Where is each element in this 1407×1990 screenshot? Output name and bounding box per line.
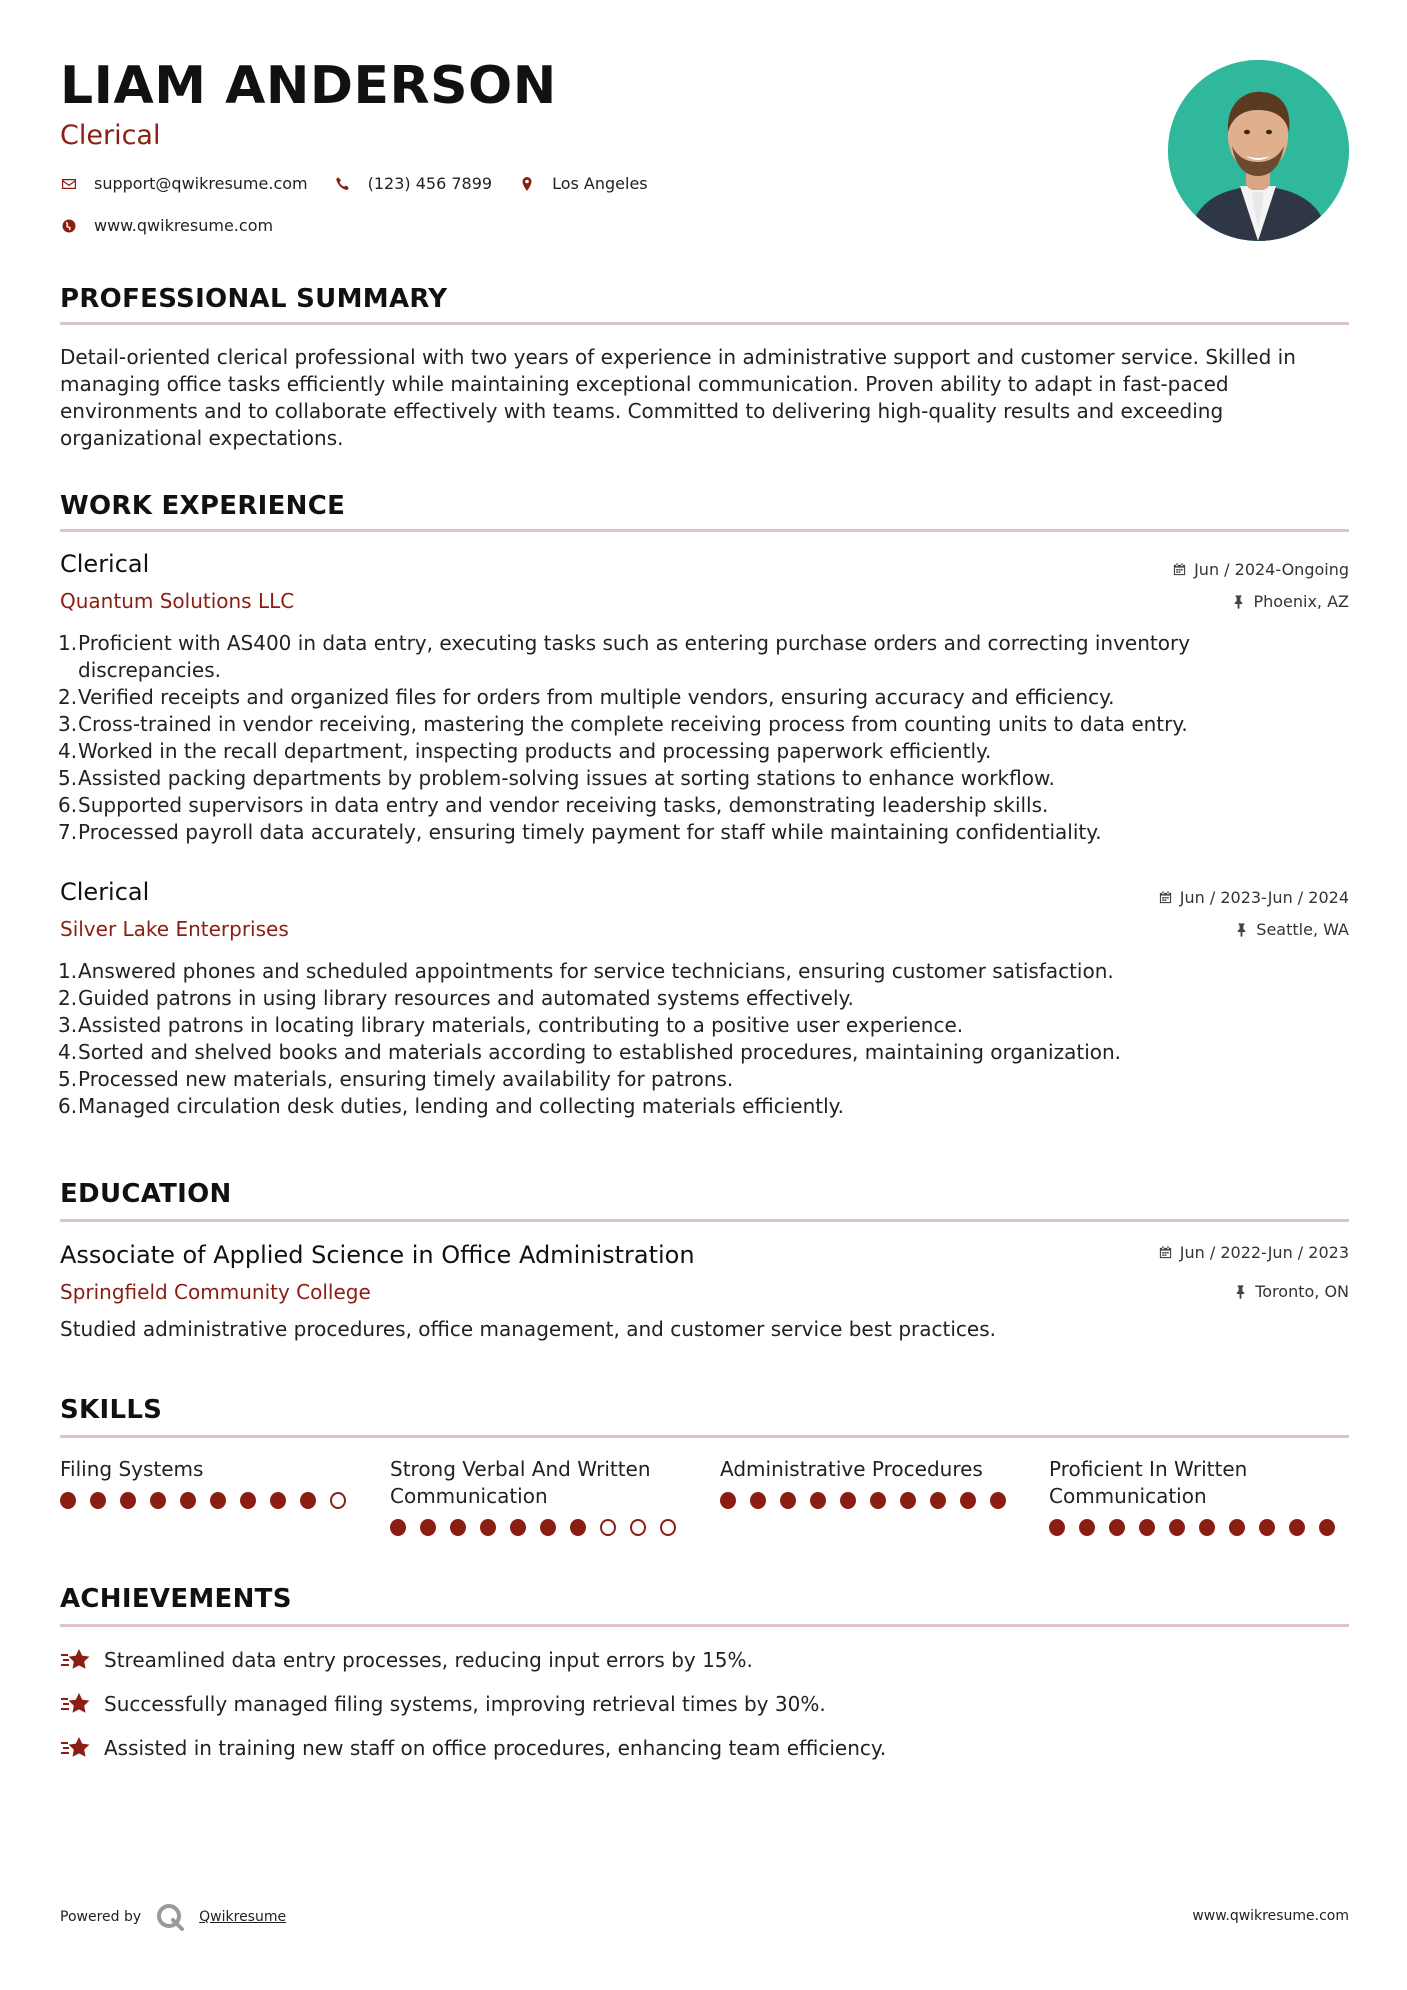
rating-dot-empty bbox=[660, 1519, 676, 1536]
achievement-item bbox=[60, 1646, 753, 1674]
achievement-text: Streamlined data entry processes, reducing input errors by 15%. bbox=[104, 1648, 753, 1672]
education-description: Studied administrative procedures, office management, and customer service best practices. bbox=[60, 1317, 996, 1341]
skill-name: Administrative Procedures bbox=[720, 1457, 983, 1481]
rating-dot-filled bbox=[1139, 1519, 1155, 1536]
rating-dot-empty bbox=[330, 1492, 346, 1509]
job-bullets bbox=[78, 630, 1298, 846]
rating-dot-filled bbox=[300, 1492, 316, 1509]
achievement-item bbox=[60, 1734, 886, 1762]
list-item: Proficient with AS400 in data entry, executing tasks such as entering purchase orders and correcting inventory discrepancies. bbox=[78, 631, 1191, 682]
skill-item bbox=[390, 1456, 690, 1536]
job-dates-text: Jun / 2023-Jun / 2024 bbox=[1179, 888, 1349, 907]
rating-dot-filled bbox=[120, 1492, 136, 1509]
job-location-text: Seattle, WA bbox=[1256, 920, 1349, 939]
contact-location bbox=[518, 174, 648, 193]
rating-dot-filled bbox=[990, 1492, 1006, 1509]
rating-dot-empty bbox=[630, 1519, 646, 1536]
rating-dot-filled bbox=[1079, 1519, 1095, 1536]
list-item: Verified receipts and organized files for orders from multiple vendors, ensuring accuracy and efficiency. bbox=[78, 685, 1115, 709]
achievement-item bbox=[60, 1690, 826, 1718]
job-bullets bbox=[78, 958, 1298, 1120]
rating-dot-filled bbox=[750, 1492, 766, 1509]
candidate-name: LIAM ANDERSON bbox=[60, 56, 557, 116]
calendar-icon bbox=[1172, 562, 1187, 577]
footer-website[interactable]: www.qwikresume.com bbox=[1192, 1908, 1349, 1924]
rating-dot-filled bbox=[1169, 1519, 1185, 1536]
rating-dot-filled bbox=[390, 1519, 406, 1536]
achievements-heading: ACHIEVEMENTS bbox=[60, 1584, 292, 1614]
experience-divider bbox=[60, 529, 1349, 532]
contact-website[interactable] bbox=[60, 216, 273, 235]
rating-dot-filled bbox=[1199, 1519, 1215, 1536]
skill-item bbox=[60, 1456, 360, 1509]
rating-dot-filled bbox=[480, 1519, 496, 1536]
skills-heading: SKILLS bbox=[60, 1395, 163, 1425]
job-dates-text: Jun / 2024-Ongoing bbox=[1194, 560, 1349, 579]
rating-dot-filled bbox=[210, 1492, 226, 1509]
skills-divider bbox=[60, 1435, 1349, 1438]
list-item: Processed new materials, ensuring timely availability for patrons. bbox=[78, 1067, 734, 1091]
skill-item bbox=[1049, 1456, 1349, 1536]
rating-dot-filled bbox=[900, 1492, 916, 1509]
rating-dot-filled bbox=[510, 1519, 526, 1536]
job-location-text: Phoenix, AZ bbox=[1253, 592, 1349, 611]
list-item: Processed payroll data accurately, ensuring timely payment for staff while maintaining confidentiality. bbox=[78, 820, 1102, 844]
list-item: Assisted packing departments by problem-solving issues at sorting stations to enhance workflow. bbox=[78, 766, 1055, 790]
education-dates bbox=[1158, 1243, 1349, 1262]
phone-text: (123) 456 7899 bbox=[367, 174, 493, 193]
rating-dot-filled bbox=[960, 1492, 976, 1509]
skill-rating bbox=[390, 1519, 690, 1536]
website-row bbox=[60, 216, 299, 235]
job-company: Silver Lake Enterprises bbox=[60, 917, 289, 941]
list-item: Managed circulation desk duties, lending and collecting materials efficiently. bbox=[78, 1094, 844, 1118]
rating-dot-empty bbox=[600, 1519, 616, 1536]
rating-dot-filled bbox=[1319, 1519, 1335, 1536]
education-heading: EDUCATION bbox=[60, 1179, 232, 1209]
contact-row bbox=[60, 174, 674, 193]
calendar-icon bbox=[1158, 890, 1173, 905]
list-item: Supported supervisors in data entry and vendor receiving tasks, demonstrating leadership skills. bbox=[78, 793, 1049, 817]
footer bbox=[60, 1902, 286, 1932]
skill-rating bbox=[1049, 1519, 1349, 1536]
rating-dot-filled bbox=[180, 1492, 196, 1509]
education-location bbox=[1233, 1282, 1349, 1301]
school-name: Springfield Community College bbox=[60, 1280, 371, 1304]
job-company: Quantum Solutions LLC bbox=[60, 589, 295, 613]
calendar-icon bbox=[1158, 1245, 1173, 1260]
education-dates-text: Jun / 2022-Jun / 2023 bbox=[1179, 1243, 1349, 1262]
website-text: www.qwikresume.com bbox=[94, 216, 274, 235]
star-icon bbox=[60, 1734, 92, 1762]
pushpin-icon bbox=[1233, 1284, 1248, 1299]
pushpin-icon bbox=[1234, 922, 1249, 937]
skill-name: Proficient In Written Communication bbox=[1049, 1457, 1248, 1508]
list-item: Assisted patrons in locating library materials, contributing to a positive user experience. bbox=[78, 1013, 964, 1037]
star-icon bbox=[60, 1646, 92, 1674]
summary-heading: PROFESSIONAL SUMMARY bbox=[60, 284, 448, 314]
list-item: Answered phones and scheduled appointments for service technicians, ensuring customer satisfaction. bbox=[78, 959, 1114, 983]
rating-dot-filled bbox=[450, 1519, 466, 1536]
job-title: Clerical bbox=[60, 550, 150, 578]
pushpin-icon bbox=[1231, 594, 1246, 609]
contact-email[interactable] bbox=[60, 174, 308, 193]
rating-dot-filled bbox=[840, 1492, 856, 1509]
avatar-illustration bbox=[1168, 60, 1349, 241]
skill-item bbox=[720, 1456, 1020, 1509]
job-dates bbox=[1172, 560, 1349, 579]
degree-title: Associate of Applied Science in Office Administration bbox=[60, 1241, 695, 1269]
rating-dot-filled bbox=[150, 1492, 166, 1509]
star-icon bbox=[60, 1690, 92, 1718]
globe-icon bbox=[60, 217, 78, 235]
skill-rating bbox=[720, 1492, 1020, 1509]
rating-dot-filled bbox=[1109, 1519, 1125, 1536]
candidate-role: Clerical bbox=[60, 120, 161, 151]
rating-dot-filled bbox=[420, 1519, 436, 1536]
experience-heading: WORK EXPERIENCE bbox=[60, 491, 346, 521]
rating-dot-filled bbox=[870, 1492, 886, 1509]
skill-name: Filing Systems bbox=[60, 1457, 204, 1481]
summary-text: Detail-oriented clerical professional with two years of experience in administrative support and customer service. Skilled in managing office tasks efficiently while maintaining exceptional communication. Proven ability to adapt in fast-paced environments and to collaborate effectively with teams. Committed to delivering high-quality results and exceeding organizational expectations. bbox=[60, 345, 1296, 450]
rating-dot-filled bbox=[930, 1492, 946, 1509]
skill-rating bbox=[60, 1492, 360, 1509]
rating-dot-filled bbox=[1229, 1519, 1245, 1536]
rating-dot-filled bbox=[780, 1492, 796, 1509]
job-title: Clerical bbox=[60, 878, 150, 906]
list-item: Guided patrons in using library resources and automated systems effectively. bbox=[78, 986, 854, 1010]
rating-dot-filled bbox=[570, 1519, 586, 1536]
job-location bbox=[1231, 592, 1349, 611]
profile-photo bbox=[1168, 60, 1349, 241]
list-item: Sorted and shelved books and materials according to established procedures, maintaining organization. bbox=[78, 1040, 1122, 1064]
envelope-icon bbox=[60, 175, 78, 193]
location-text: Los Angeles bbox=[552, 174, 648, 193]
rating-dot-filled bbox=[1049, 1519, 1065, 1536]
job-dates bbox=[1158, 888, 1349, 907]
map-pin-icon bbox=[518, 175, 536, 193]
rating-dot-filled bbox=[270, 1492, 286, 1509]
contact-phone[interactable] bbox=[334, 174, 492, 193]
list-item: Worked in the recall department, inspecting products and processing paperwork efficiently. bbox=[78, 739, 992, 763]
skill-name: Strong Verbal And Written Communication bbox=[390, 1457, 651, 1508]
rating-dot-filled bbox=[60, 1492, 76, 1509]
education-divider bbox=[60, 1219, 1349, 1222]
rating-dot-filled bbox=[810, 1492, 826, 1509]
rating-dot-filled bbox=[1289, 1519, 1305, 1536]
brand-link[interactable]: Qwikresume bbox=[199, 1909, 287, 1925]
powered-by-text: Powered by bbox=[60, 1909, 142, 1925]
rating-dot-filled bbox=[720, 1492, 736, 1509]
achievement-text: Successfully managed filing systems, improving retrieval times by 30%. bbox=[104, 1692, 826, 1716]
education-location-text: Toronto, ON bbox=[1255, 1282, 1349, 1301]
achievement-text: Assisted in training new staff on office procedures, enhancing team efficiency. bbox=[104, 1736, 887, 1760]
achievements-divider bbox=[60, 1624, 1349, 1627]
qwikresume-logo-icon bbox=[155, 1902, 185, 1932]
job-location bbox=[1234, 920, 1349, 939]
rating-dot-filled bbox=[1259, 1519, 1275, 1536]
email-text: support@qwikresume.com bbox=[94, 174, 308, 193]
rating-dot-filled bbox=[240, 1492, 256, 1509]
summary-divider bbox=[60, 322, 1349, 325]
phone-icon bbox=[334, 175, 352, 193]
rating-dot-filled bbox=[540, 1519, 556, 1536]
rating-dot-filled bbox=[90, 1492, 106, 1509]
list-item: Cross-trained in vendor receiving, mastering the complete receiving process from counting units to data entry. bbox=[78, 712, 1188, 736]
